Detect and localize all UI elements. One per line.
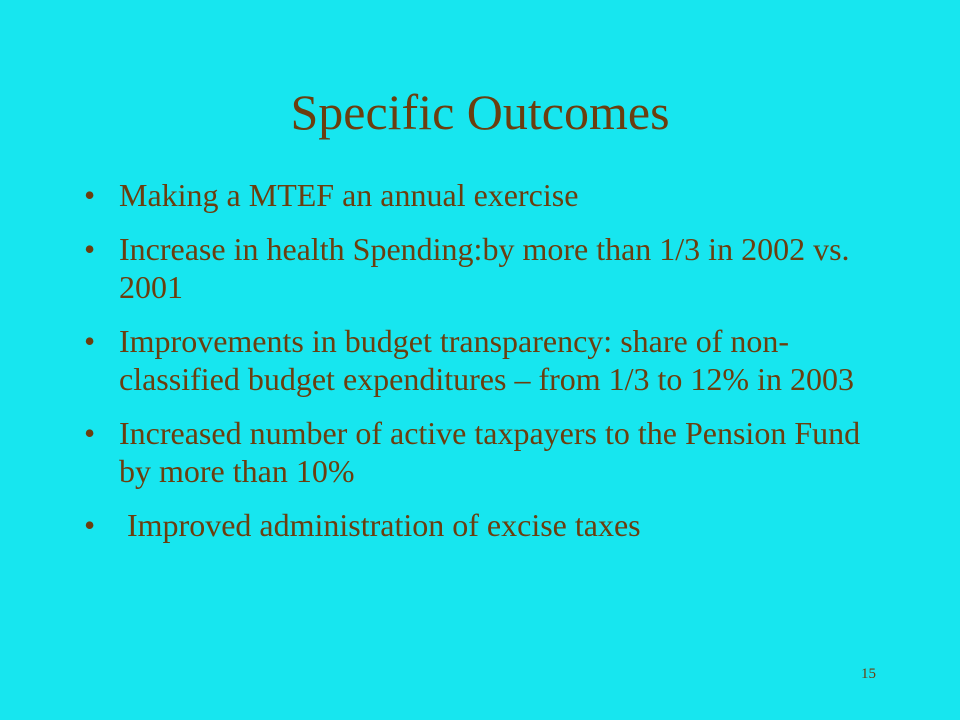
list-item: [84, 414, 884, 490]
bullet-icon: •: [84, 231, 96, 267]
page-number: 15: [861, 666, 876, 682]
bullet-icon: •: [84, 507, 96, 543]
slide-title: Specific Outcomes: [290, 84, 670, 140]
bullet-icon: •: [84, 177, 96, 213]
bullet-icon: •: [84, 323, 96, 359]
list-item: [84, 176, 884, 214]
bullet-text: Improvements in budget transparency: share of non-classified budget expenditures – from 1/3 to 12% in 2003: [119, 323, 854, 397]
list-item: [84, 322, 884, 398]
list-item: [84, 506, 884, 544]
bullet-text: Improved administration of excise taxes: [127, 507, 641, 543]
bullet-icon: •: [84, 415, 96, 451]
bullet-text: Increase in health Spending:by more than 1/3 in 2002 vs. 2001: [119, 231, 850, 305]
bullet-text: Making a MTEF an annual exercise: [119, 177, 579, 213]
list-item: [84, 230, 884, 306]
bullet-list: [84, 176, 884, 560]
bullet-text: Increased number of active taxpayers to the Pension Fund by more than 10%: [119, 415, 861, 489]
